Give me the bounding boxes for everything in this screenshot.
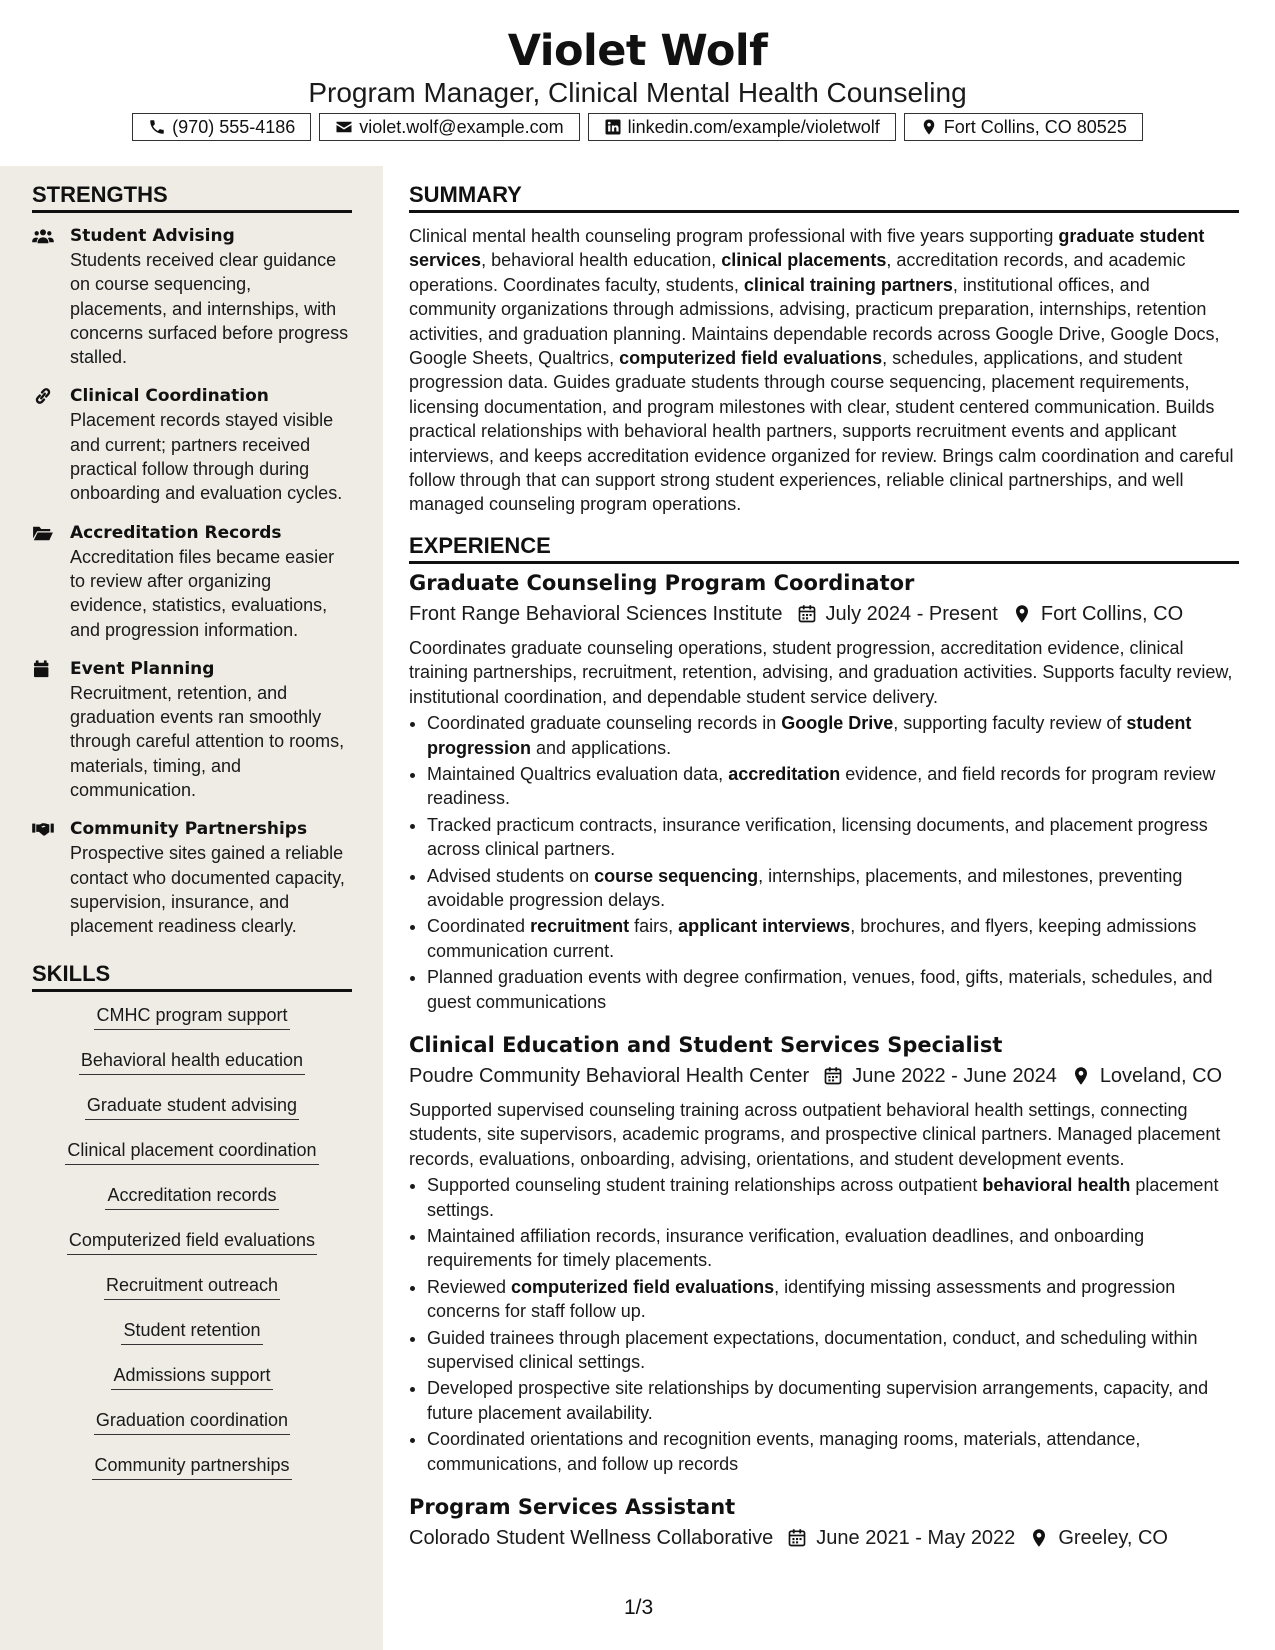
job-location: Fort Collins, CO bbox=[1040, 602, 1184, 625]
job-company: Colorado Student Wellness Collaborative bbox=[409, 1527, 774, 1550]
strength-title: Event Planning bbox=[70, 658, 215, 679]
page-number: 1/3 bbox=[624, 1596, 654, 1619]
strength-desc: Prospective sites gained a reliable contact who documented capacity, supervision, insurance, and placement readiness clearly. bbox=[70, 843, 345, 937]
section-divider bbox=[409, 561, 1239, 564]
summary-text: Clinical mental health counseling program professional with five years supporting graduate student services, behavioral health education, clinical placements, accreditation records, and academic operations. Coordinates faculty, students, clinical training partners, institutional offices, and community organizations through admissions, advising, practicum preparation, internships, retention activities, and graduation planning. Maintains dependable records across Google Drive, Google Docs, Google Sheets, Qualtrics, computerized field evaluations, schedules, applications, and student progression data. Guides graduate students through course sequencing, placement requirements, licensing documentation, and program milestones with clear, student centered communication. Builds practical relationships with behavioral health partners, supports recruitment events and applicant interviews, and keeps accreditation evidence organized for review. Brings calm coordination and careful follow through that can support strong student experiences, reliable clinical partnerships, and well managed counseling program operations. bbox=[409, 226, 1234, 515]
contact-email[interactable] bbox=[319, 113, 579, 141]
strength-item bbox=[32, 657, 352, 802]
job-title: Program Services Assistant bbox=[409, 1495, 736, 1520]
bullet-item: • Planned graduation events with degree confirmation, venues, food, gifts, materials, schedules, and guest communications bbox=[427, 965, 1239, 1014]
strength-title: Accreditation Records bbox=[70, 522, 282, 543]
skills-heading: SKILLS bbox=[32, 960, 111, 986]
contact-bar bbox=[0, 113, 1275, 141]
strength-desc: Accreditation files became easier to review after organizing evidence, statistics, evaluations, and progression information. bbox=[70, 546, 335, 640]
map-pin-icon bbox=[1029, 1528, 1049, 1548]
job-location: Loveland, CO bbox=[1099, 1064, 1223, 1087]
calendar-icon bbox=[787, 1528, 807, 1548]
bullet-item: • Coordinated orientations and recognition events, managing rooms, materials, attendance, communications, and follow up records bbox=[427, 1427, 1239, 1476]
main-content bbox=[409, 180, 1239, 1560]
skill-item: Community partnerships bbox=[32, 1453, 352, 1498]
contact-phone[interactable] bbox=[132, 113, 311, 141]
bullet-item: • Coordinated graduate counseling records in Google Drive, supporting faculty review of student progression and applications. bbox=[427, 711, 1239, 760]
job-company: Poudre Community Behavioral Health Center bbox=[409, 1064, 810, 1087]
candidate-title: Program Manager, Clinical Mental Health Counseling bbox=[308, 77, 967, 108]
job-bullets bbox=[409, 1173, 1239, 1476]
linkedin-icon bbox=[604, 118, 622, 136]
summary-heading: SUMMARY bbox=[409, 182, 522, 207]
bullet-item: • Reviewed computerized field evaluations, identifying missing assessments and progression concerns for staff follow up. bbox=[427, 1275, 1239, 1324]
strength-item bbox=[32, 521, 352, 642]
skill-item: Student retention bbox=[32, 1318, 352, 1363]
map-pin-icon bbox=[1071, 1066, 1091, 1086]
section-divider bbox=[32, 989, 352, 992]
skill-item: Graduation coordination bbox=[32, 1408, 352, 1453]
job-meta bbox=[409, 1060, 1239, 1092]
section-divider bbox=[409, 210, 1239, 213]
location-text: Fort Collins, CO 80525 bbox=[943, 116, 1127, 137]
job-entry bbox=[409, 1030, 1239, 1476]
job-bullets bbox=[409, 711, 1239, 1014]
skill-item: Clinical placement coordination bbox=[32, 1138, 352, 1183]
map-pin-icon bbox=[920, 118, 938, 136]
candidate-name: Violet Wolf bbox=[507, 26, 768, 76]
job-meta bbox=[409, 598, 1239, 630]
map-pin-icon bbox=[1012, 604, 1032, 624]
section-divider bbox=[32, 210, 352, 213]
bullet-item: • Tracked practicum contracts, insurance verification, licensing documents, and placement progress across clinical partners. bbox=[427, 813, 1239, 862]
calendar-icon bbox=[797, 604, 817, 624]
bullet-item: • Maintained affiliation records, insurance verification, evaluation deadlines, and onboarding requirements for timely placements. bbox=[427, 1224, 1239, 1273]
contact-location bbox=[904, 113, 1143, 141]
strength-item bbox=[32, 384, 352, 505]
bullet-item: • Maintained Qualtrics evaluation data, accreditation evidence, and field records for program review readiness. bbox=[427, 762, 1239, 811]
job-dates: June 2021 - May 2022 bbox=[816, 1527, 1016, 1550]
email-text: violet.wolf@example.com bbox=[359, 116, 564, 137]
job-entry bbox=[409, 1492, 1239, 1554]
phone-text: (970) 555-4186 bbox=[172, 116, 296, 137]
skill-item: Accreditation records bbox=[32, 1183, 352, 1228]
skill-item: Behavioral health education bbox=[32, 1048, 352, 1093]
skill-item: Computerized field evaluations bbox=[32, 1228, 352, 1273]
job-meta bbox=[409, 1522, 1239, 1554]
strength-item bbox=[32, 224, 352, 369]
job-dates: June 2022 - June 2024 bbox=[852, 1064, 1057, 1087]
bullet-item: • Advised students on course sequencing, internships, placements, and milestones, preventing avoidable progression delays. bbox=[427, 864, 1239, 913]
contact-linkedin[interactable] bbox=[588, 113, 896, 141]
bullet-item: • Guided trainees through placement expectations, documentation, conduct, and scheduling within supervised clinical settings. bbox=[427, 1326, 1239, 1375]
bullet-item: • Supported counseling student training relationships across outpatient behavioral health placement settings. bbox=[427, 1173, 1239, 1222]
strengths-heading: STRENGTHS bbox=[32, 182, 168, 207]
users-icon bbox=[32, 227, 54, 245]
handshake-icon bbox=[32, 820, 54, 838]
strength-desc: Recruitment, retention, and graduation events ran smoothly through careful attention to rooms, materials, timing, and communication. bbox=[70, 682, 345, 801]
experience-list bbox=[409, 568, 1239, 1554]
skill-item: Graduate student advising bbox=[32, 1093, 352, 1138]
job-company: Front Range Behavioral Sciences Institute bbox=[409, 602, 783, 625]
job-description: Supported supervised counseling training across outpatient behavioral health settings, connecting students, site supervisors, academic programs, and prospective clinical partners. Managed placement records, evaluations, onboarding, advising, orientations, and student development events. bbox=[409, 1099, 1221, 1169]
folder-icon bbox=[32, 524, 54, 542]
job-title: Clinical Education and Student Services Specialist bbox=[409, 1032, 1003, 1057]
envelope-icon bbox=[335, 118, 353, 136]
experience-heading: EXPERIENCE bbox=[409, 532, 551, 558]
link-icon bbox=[32, 387, 54, 405]
strength-title: Community Partnerships bbox=[70, 819, 308, 840]
strength-desc: Students received clear guidance on course sequencing, placements, and internships, with concerns surfaced before progress stalled. bbox=[70, 250, 349, 368]
calendar-icon bbox=[32, 660, 54, 678]
bullet-item: • Developed prospective site relationships by documenting supervision arrangements, capacity, and future placement availability. bbox=[427, 1376, 1239, 1425]
strength-item bbox=[32, 817, 352, 938]
strength-title: Clinical Coordination bbox=[70, 386, 269, 407]
calendar-icon bbox=[823, 1066, 843, 1086]
skill-item: CMHC program support bbox=[32, 1003, 352, 1048]
job-description: Coordinates graduate counseling operations, student progression, accreditation evidence, clinical training partnerships, recruitment, retention, advising, and graduation activities. Supports faculty review, institutional coordination, and dependable student service delivery. bbox=[409, 637, 1233, 707]
linkedin-text: linkedin.com/example/violetwolf bbox=[627, 116, 880, 137]
skill-item: Recruitment outreach bbox=[32, 1273, 352, 1318]
strength-title: Student Advising bbox=[70, 226, 235, 246]
job-title: Graduate Counseling Program Coordinator bbox=[409, 570, 915, 595]
phone-icon bbox=[148, 118, 166, 136]
strength-desc: Placement records stayed visible and current; partners received practical follow through during onboarding and evaluation cycles. bbox=[70, 410, 343, 504]
skills-list bbox=[32, 1003, 352, 1498]
bullet-item: • Coordinated recruitment fairs, applicant interviews, brochures, and flyers, keeping admissions communication current. bbox=[427, 914, 1239, 963]
job-entry bbox=[409, 568, 1239, 1014]
job-dates: July 2024 - Present bbox=[825, 602, 998, 625]
resume-header bbox=[0, 0, 1275, 110]
sidebar bbox=[32, 180, 352, 1498]
skill-item: Admissions support bbox=[32, 1363, 352, 1408]
job-location: Greeley, CO bbox=[1058, 1527, 1168, 1550]
